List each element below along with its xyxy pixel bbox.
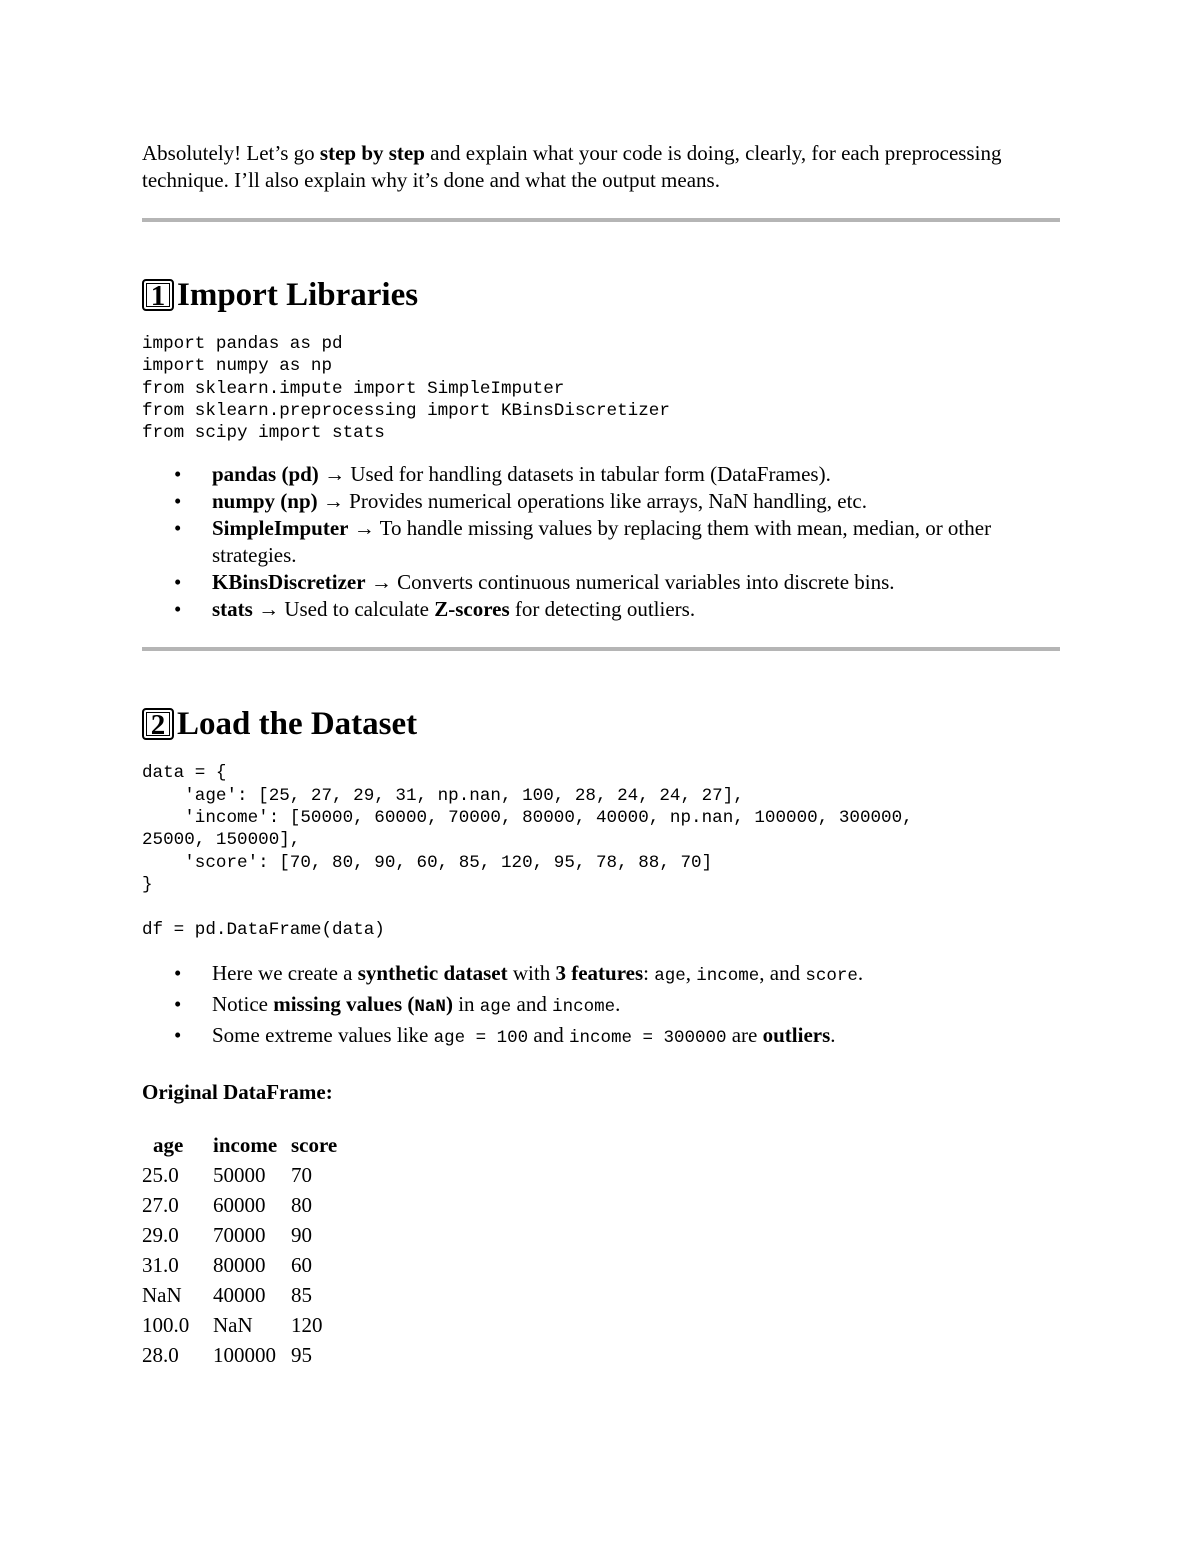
table-cell: 85 [291, 1283, 312, 1308]
intro-paragraph [142, 140, 1060, 194]
table-cell: 29.0 [142, 1223, 179, 1248]
library-bullet-list [142, 461, 1060, 623]
list-item [142, 569, 1060, 596]
column-header-age: age [153, 1133, 184, 1158]
table-cell: 80000 [213, 1253, 266, 1278]
table-cell: NaN [213, 1313, 253, 1338]
table-cell: 60000 [213, 1193, 266, 1218]
table-cell: NaN [142, 1283, 182, 1308]
table-cell: 60 [291, 1253, 312, 1278]
bullet-text: Some extreme values like [212, 1022, 434, 1047]
list-item [142, 990, 1060, 1021]
code-block-imports: import pandas as pd import numpy as np from sklearn.impute import SimpleImputer from sklearn.preprocessing import KBinsDiscretizer from scipy import stats [142, 334, 670, 444]
inline-code: income [552, 996, 616, 1017]
inline-code: age [654, 965, 686, 986]
section-number-badge: 2 [142, 708, 174, 740]
table-cell: 90 [291, 1223, 312, 1248]
bullet-bold: 3 features [555, 960, 644, 985]
bullet-desc: → Provides numerical operations like arrays, NaN handling, etc. [317, 489, 867, 514]
original-dataframe-table [142, 1131, 351, 1371]
bullet-text: . [857, 960, 864, 985]
inline-code: income [696, 965, 760, 986]
bullet-text: Notice [212, 991, 274, 1016]
bullet-desc: → To handle missing values by replacing them with mean, median, or other strategies. [212, 516, 992, 568]
column-header-income: income [213, 1133, 278, 1158]
dataset-bullet-list [142, 959, 1060, 1052]
list-item [142, 488, 1060, 515]
list-item [142, 596, 1060, 623]
bullet-bold: missing values ( [273, 991, 415, 1016]
section-title: Import Libraries [177, 277, 419, 313]
separator-1 [142, 218, 1060, 222]
bullet-text: . [615, 991, 621, 1016]
bullet-text: and [528, 1022, 569, 1047]
table-row [142, 1161, 351, 1191]
bullet-text: in [452, 991, 480, 1016]
bullet-term: KBinsDiscretizer [212, 570, 366, 595]
table-row [142, 1251, 351, 1281]
list-item [142, 461, 1060, 488]
list-item [142, 515, 1060, 569]
table-cell: 27.0 [142, 1193, 179, 1218]
bullet-term: numpy (np) [212, 489, 318, 514]
bullet-text: Here we create a [212, 960, 358, 985]
table-row [142, 1281, 351, 1311]
bullet-text: : [643, 960, 655, 985]
inline-code: NaN [414, 996, 446, 1017]
code-block-dataset: data = { 'age': [25, 27, 29, 31, np.nan, 100, 28, 24, 24, 27], 'income': [50000, 60000, 70000, 80000, 40000, np.nan, 100000, 300000, 25000, 150000], 'score': [70, 80, 90, 60, 85, 120, 95, 78, 88, 70] } df = pd.DataFrame(data) [142, 763, 913, 940]
bullet-bold: Z-scores [434, 597, 510, 622]
table-row [142, 1341, 351, 1371]
inline-code: age = 100 [433, 1027, 529, 1048]
bullet-text: , and [759, 960, 806, 985]
table-cell: 95 [291, 1343, 312, 1368]
bullet-desc: → Converts continuous numerical variables into discrete bins. [365, 570, 895, 595]
list-item [142, 959, 1060, 990]
intro-bold: step by step [319, 141, 425, 165]
table-cell: 40000 [213, 1283, 266, 1308]
bullet-text: with [507, 960, 556, 985]
table-cell: 70000 [213, 1223, 266, 1248]
bullet-bold: outliers [762, 1022, 831, 1047]
table-cell: 70 [291, 1163, 312, 1188]
column-header-score: score [291, 1133, 338, 1158]
separator-2 [142, 647, 1060, 651]
table-cell: 120 [291, 1313, 323, 1338]
inline-code: score [805, 965, 858, 986]
bullet-desc: → Used to calculate [252, 597, 435, 622]
section-1-heading [142, 275, 1060, 315]
table-cell: 50000 [213, 1163, 266, 1188]
table-row [142, 1311, 351, 1341]
section-2-heading [142, 704, 1060, 744]
bullet-term: SimpleImputer [212, 516, 349, 541]
table-header-row [142, 1131, 351, 1161]
bullet-bold: synthetic dataset [357, 960, 508, 985]
intro-text: Absolutely! Let’s go [142, 141, 320, 165]
inline-code: income = 300000 [568, 1027, 727, 1048]
table-cell: 100000 [213, 1343, 276, 1368]
list-item [142, 1021, 1060, 1052]
table-cell: 80 [291, 1193, 312, 1218]
bullet-desc: for detecting outliers. [509, 597, 696, 622]
bullet-text: . [830, 1022, 836, 1047]
bullet-text: , [685, 960, 697, 985]
table-row [142, 1221, 351, 1251]
bullet-text: are [726, 1022, 763, 1047]
table-cell: 100.0 [142, 1313, 190, 1338]
bullet-term: pandas (pd) [212, 462, 319, 487]
bullet-term: stats [212, 597, 253, 622]
table-cell: 25.0 [142, 1163, 179, 1188]
inline-code: age [479, 996, 512, 1017]
table-row [142, 1191, 351, 1221]
section-title: Load the Dataset [177, 706, 418, 743]
intro-text-2: and explain what your code is doing, clearly, for each preprocessing technique. I’ll also explain why it’s done and what the output means. [142, 141, 1002, 192]
bullet-text: and [511, 991, 553, 1016]
table-cell: 31.0 [142, 1253, 179, 1278]
table-cell: 28.0 [142, 1343, 179, 1368]
document-content [142, 140, 1060, 1371]
table-title: Original DataFrame: [142, 1079, 333, 1104]
bullet-desc: → Used for handling datasets in tabular form (DataFrames). [318, 462, 831, 487]
section-number-badge: 1 [142, 279, 174, 311]
bullet-bold: ) [445, 991, 453, 1016]
